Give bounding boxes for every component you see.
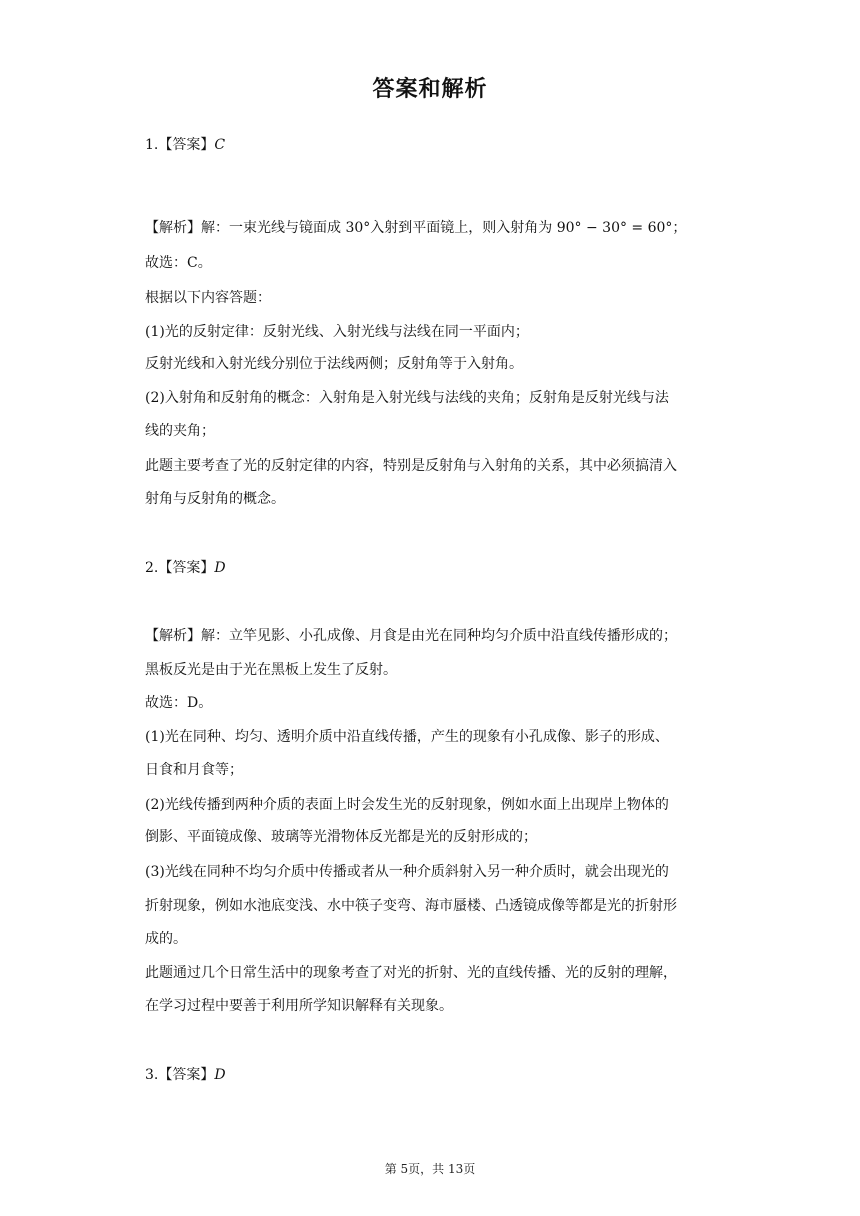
- q2-analysis-line: 日食和月食等；: [145, 762, 243, 778]
- q2-analysis-line: 【解析】解：立竿见影、小孔成像、月食是由光在同种均匀介质中沿直线传播形成的；: [145, 628, 677, 644]
- q2-analysis-line: (3)光线在同种不均匀介质中传播或者从一种介质斜射入另一种介质时，就会出现光的: [145, 864, 669, 880]
- q3-answer-line: [145, 1065, 725, 1085]
- q1-analysis-line: (2)入射角和反射角的概念：入射角是入射光线与法线的夹角；反射角是反射光线与法: [145, 390, 669, 406]
- q2-analysis-line: 折射现象，例如水池底变浅、水中筷子变弯、海市蜃楼、凸透镜成像等都是光的折射形: [145, 898, 677, 914]
- page-number-footer: 第 5页，共 13页: [384, 1162, 476, 1176]
- q2-answer-line: [145, 558, 725, 578]
- q2-analysis-line: 此题通过几个日常生活中的现象考查了对光的折射、光的直线传播、光的反射的理解，: [145, 965, 677, 981]
- q2-answer-prefix: 2.【答案】: [145, 560, 215, 576]
- q2-analysis-line: (2)光线传播到两种介质的表面上时会发生光的反射现象，例如水面上出现岸上物体的: [145, 797, 669, 813]
- q1-answer-line: [145, 135, 725, 155]
- q2-analysis-line: 在学习过程中要善于利用所学知识解释有关现象。: [145, 998, 453, 1014]
- q1-analysis-line: 此题主要考查了光的反射定律的内容，特别是反射角与入射角的关系，其中必须搞清入: [145, 458, 677, 474]
- q1-answer-prefix: 1.【答案】: [145, 137, 215, 153]
- page-title: 答案和解析: [372, 77, 488, 102]
- q1-analysis-line: 线的夹角；: [145, 423, 215, 439]
- q2-answer-value: D: [214, 560, 226, 576]
- q2-analysis-line: 故选：D。: [145, 695, 213, 711]
- q1-analysis-line: 射角与反射角的概念。: [145, 491, 285, 507]
- q1-analysis-line: 根据以下内容答题：: [145, 290, 271, 306]
- q1-analysis-line: 故选：C。: [145, 255, 212, 271]
- q3-answer-prefix: 3.【答案】: [145, 1067, 215, 1083]
- q2-analysis-line: 成的。: [145, 931, 187, 947]
- q1-analysis-line: (1)光的反射定律：反射光线、入射光线与法线在同一平面内；: [145, 324, 529, 340]
- q3-answer-value: D: [214, 1067, 226, 1083]
- q1-analysis-line: 【解析】解：一束光线与镜面成 30°入射到平面镜上，则入射角为 90° − 30° = 60°；: [145, 220, 687, 236]
- q1-analysis-line: 反射光线和入射光线分别位于法线两侧；反射角等于入射角。: [145, 356, 523, 372]
- q2-analysis-line: 倒影、平面镜成像、玻璃等光滑物体反光都是光的反射形成的；: [145, 829, 537, 845]
- q1-answer-value: C: [214, 137, 226, 153]
- q2-analysis-line: (1)光在同种、均匀、透明介质中沿直线传播，产生的现象有小孔成像、影子的形成、: [145, 729, 669, 745]
- q2-analysis-line: 黑板反光是由于光在黑板上发生了反射。: [145, 662, 397, 678]
